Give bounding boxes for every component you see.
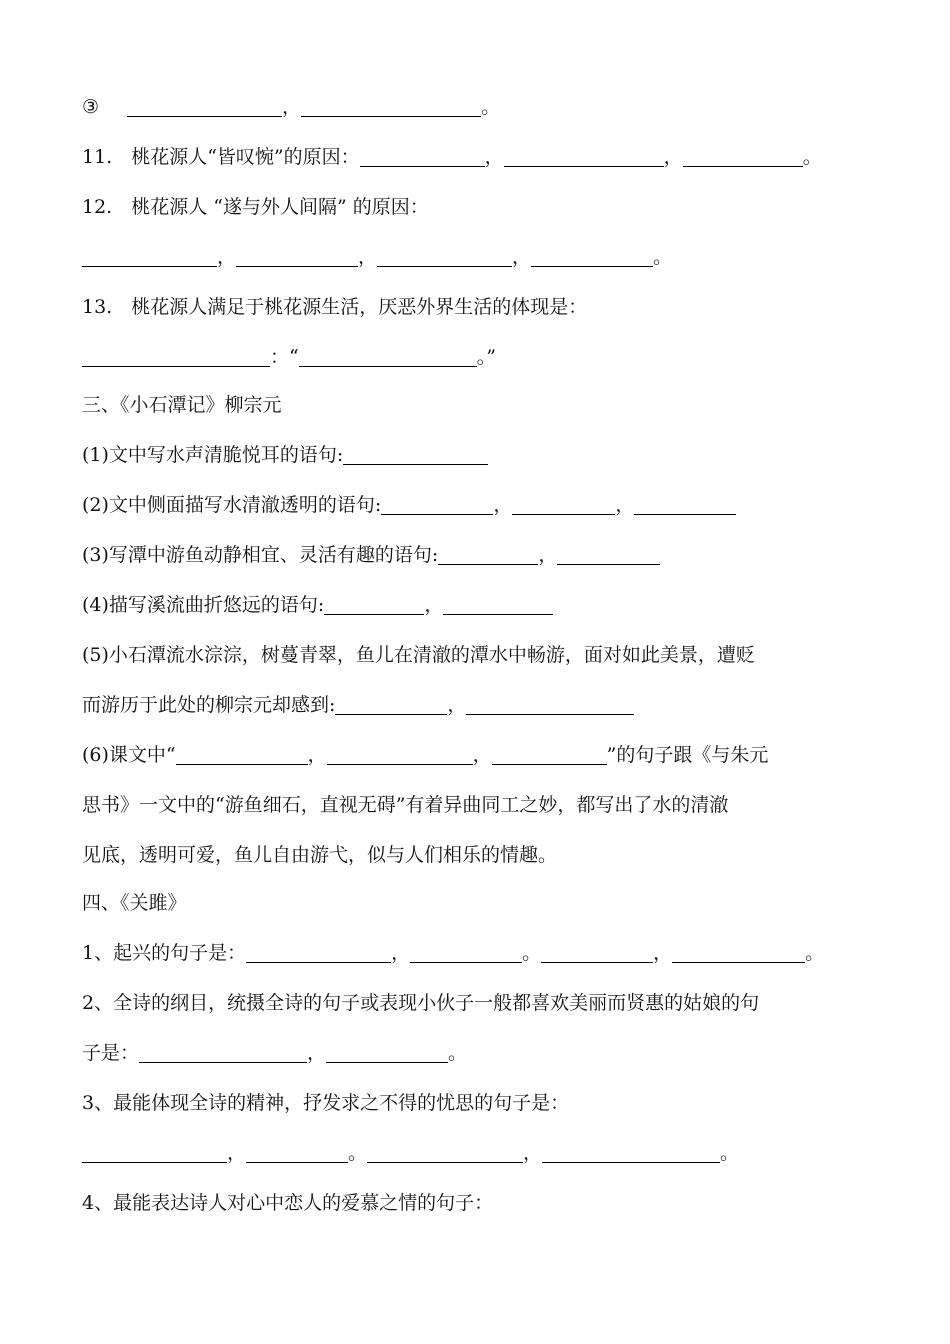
answer-blank[interactable] [367,1140,523,1163]
answer-blank[interactable] [410,940,522,963]
item-marker: ③ [82,96,100,118]
section-3-item-4: (4)描写溪流曲折悠远的语句: ， [82,590,553,620]
answer-blank[interactable] [377,244,512,267]
section-4-q2a: 2、全诗的纲目，统摄全诗的句子或表现小伙子一般都喜欢美丽而贤惠的姑娘的句 [82,992,760,1014]
answer-blank[interactable] [343,442,488,465]
answer-blank[interactable] [443,592,553,615]
answer-blank[interactable] [246,1140,348,1163]
answer-blank[interactable] [360,144,485,167]
answer-blank[interactable] [127,94,282,117]
answer-blank[interactable] [326,1040,448,1063]
answer-blank[interactable] [82,244,217,267]
question-12 [82,192,429,222]
answer-blank[interactable] [541,940,653,963]
answer-blank[interactable] [381,492,493,515]
section-3-item-5b: 而游历于此处的柳宗元却感到: ， [82,690,634,720]
question-12-answers: ， ， ， 。 [82,242,672,272]
section-3-item-6b: 思书》一文中的“游鱼细石，直视无碍”有着异曲同工之妙，都写出了水的清澈 [82,794,729,816]
question-label: 13. 桃花源人满足于桃花源生活，厌恶外界生活的体现是： [82,296,588,318]
answer-blank[interactable] [672,940,805,963]
answer-blank[interactable] [139,1040,307,1063]
section-3-item-6a: (6)课文中“ ， ， ”的句子跟《与朱元 [82,744,769,766]
answer-blank[interactable] [531,244,653,267]
answer-blank[interactable] [176,742,308,765]
section-4-q3-answers: ， 。 ， 。 [82,1138,739,1168]
answer-blank[interactable] [335,692,447,715]
question-13 [82,292,587,322]
section-3-item-3: (3)写潭中游鱼动静相宜、灵活有趣的语句: ， [82,540,660,570]
answer-blank[interactable] [324,592,424,615]
answer-blank[interactable] [512,492,615,515]
answer-blank[interactable] [438,542,538,565]
answer-blank[interactable] [246,940,391,963]
answer-blank[interactable] [466,692,634,715]
q3-item-line: ③ ， 。 [82,96,501,118]
answer-blank[interactable] [557,542,660,565]
section-4-q4: 4、最能表达诗人对心中恋人的爱慕之情的句子： [82,1192,494,1214]
question-11: 11. 桃花源人“皆叹惋”的原因： ， ， 。 [82,146,822,168]
section-4-q2b: 子是： ， 。 [82,1042,468,1064]
answer-blank[interactable] [504,144,664,167]
answer-blank[interactable] [236,244,358,267]
answer-blank[interactable] [327,742,473,765]
answer-blank[interactable] [683,144,803,167]
section-4-q1: 1、起兴的句子是： ， 。 ， 。 [82,942,825,964]
section-4-q3: 3、最能体现全诗的精神，抒发求之不得的忧思的句子是： [82,1092,570,1114]
answer-blank[interactable] [82,344,270,367]
answer-blank[interactable] [82,1140,227,1163]
section-4-heading: 四、《关雎》 [82,892,187,914]
question-label: 12. 桃花源人 “遂与外人间隔” 的原因： [82,196,429,218]
answer-blank[interactable] [634,492,736,515]
section-3-item-2: (2)文中侧面描写水清澈透明的语句: ， ， [82,490,736,520]
question-label: 11. 桃花源人“皆叹惋”的原因： [82,146,360,168]
section-3-item-5a: (5)小石潭流水淙淙，树蔓青翠，鱼儿在清澈的潭水中畅游，面对如此美景，遭贬 [82,644,755,666]
section-3-heading: 三、《小石潭记》柳宗元 [82,394,282,416]
answer-blank[interactable] [492,742,607,765]
answer-blank[interactable] [299,344,477,367]
answer-blank[interactable] [542,1140,720,1163]
section-3-item-6c: 见底，透明可爱，鱼儿自由游弋，似与人们相乐的情趣。 [82,844,558,866]
question-13-answers: ：“ 。” [82,342,496,372]
section-3-item-1: (1)文中写水声清脆悦耳的语句: [82,440,488,470]
answer-blank[interactable] [301,94,481,117]
